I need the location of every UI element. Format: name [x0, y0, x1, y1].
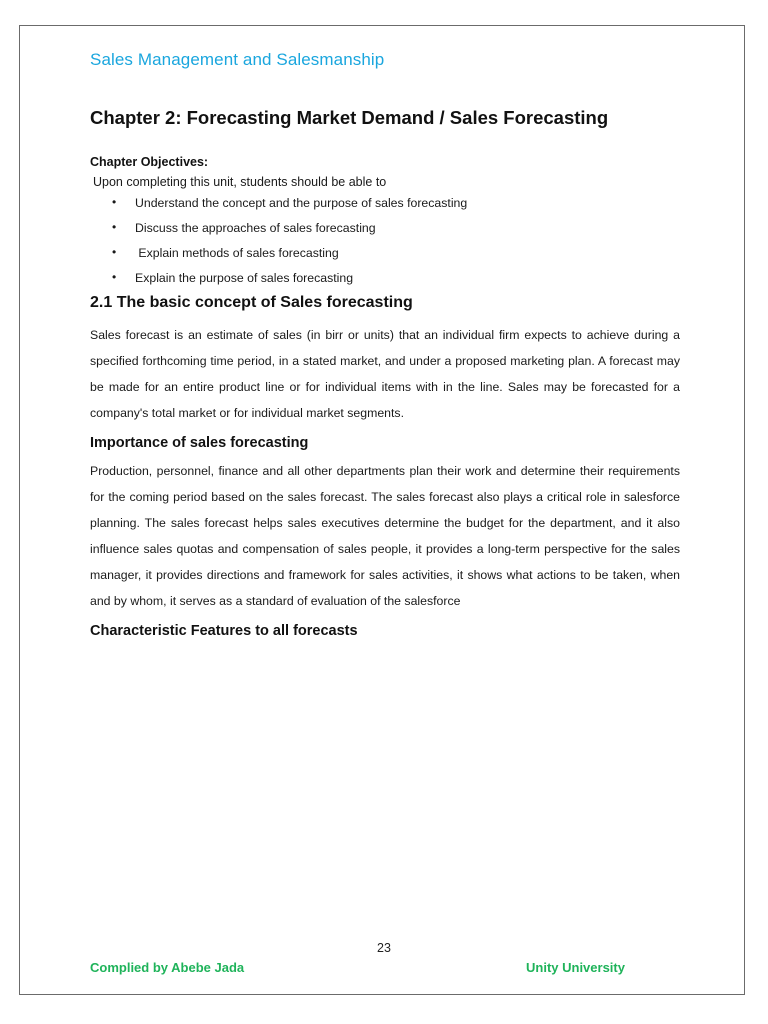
page-content [90, 47, 680, 642]
objective-item [90, 269, 680, 294]
objective-item [90, 244, 680, 269]
section-heading-characteristics: Characteristic Features to all forecasts [90, 623, 358, 639]
section-heading-basic-concept: 2.1 The basic concept of Sales forecasting [90, 294, 413, 311]
running-header-title: Sales Management and Salesmanship [90, 50, 385, 69]
objective-text: Explain the purpose of sales forecasting [135, 271, 354, 285]
basic-concept-paragraph: Sales forecast is an estimate of sales (in birr or units) that an individual firm expects to achieve during a specified forthcoming time period, in a stated market, and under a proposed marketing plan. A forecast may be made for an entire product line or for individual items with in the line. Sales may be forecasted for a company's total market or for individual market segments. [90, 328, 680, 420]
objective-text: Understand the concept and the purpose of sales forecasting [135, 196, 468, 210]
chapter-title: Chapter 2: Forecasting Market Demand / Sales Forecasting [90, 107, 609, 128]
objective-text: Discuss the approaches of sales forecasting [135, 221, 376, 235]
objectives-list [90, 194, 680, 294]
importance-paragraph: Production, personnel, finance and all other departments plan their work and determine their requirements for the coming period based on the sales forecast. The sales forecast also plays a critical role in salesforce planning. The sales forecast helps sales executives determine the budget for the department, and it also influence sales quotas and compensation of sales people, it provides a long-term perspective for the sales manager, it provides directions and framework for sales activities, it shows what actions to be taken, when and by whom, it serves as a standard of evaluation of the salesforce [90, 464, 680, 608]
objectives-intro: Upon completing this unit, students should be able to [93, 175, 387, 189]
page-number: 23 [377, 941, 391, 955]
objective-item [90, 219, 680, 244]
bullet-icon: • [112, 195, 117, 209]
objective-item [90, 194, 680, 219]
bullet-icon: • [112, 220, 117, 234]
section-heading-importance: Importance of sales forecasting [90, 435, 309, 451]
objective-text: Explain methods of sales forecasting [135, 246, 339, 260]
objectives-heading: Chapter Objectives: [90, 155, 209, 169]
bullet-icon: • [112, 245, 117, 259]
footer-institution: Unity University [526, 960, 625, 975]
footer-author: Complied by Abebe Jada [90, 960, 245, 975]
bullet-icon: • [112, 270, 117, 284]
